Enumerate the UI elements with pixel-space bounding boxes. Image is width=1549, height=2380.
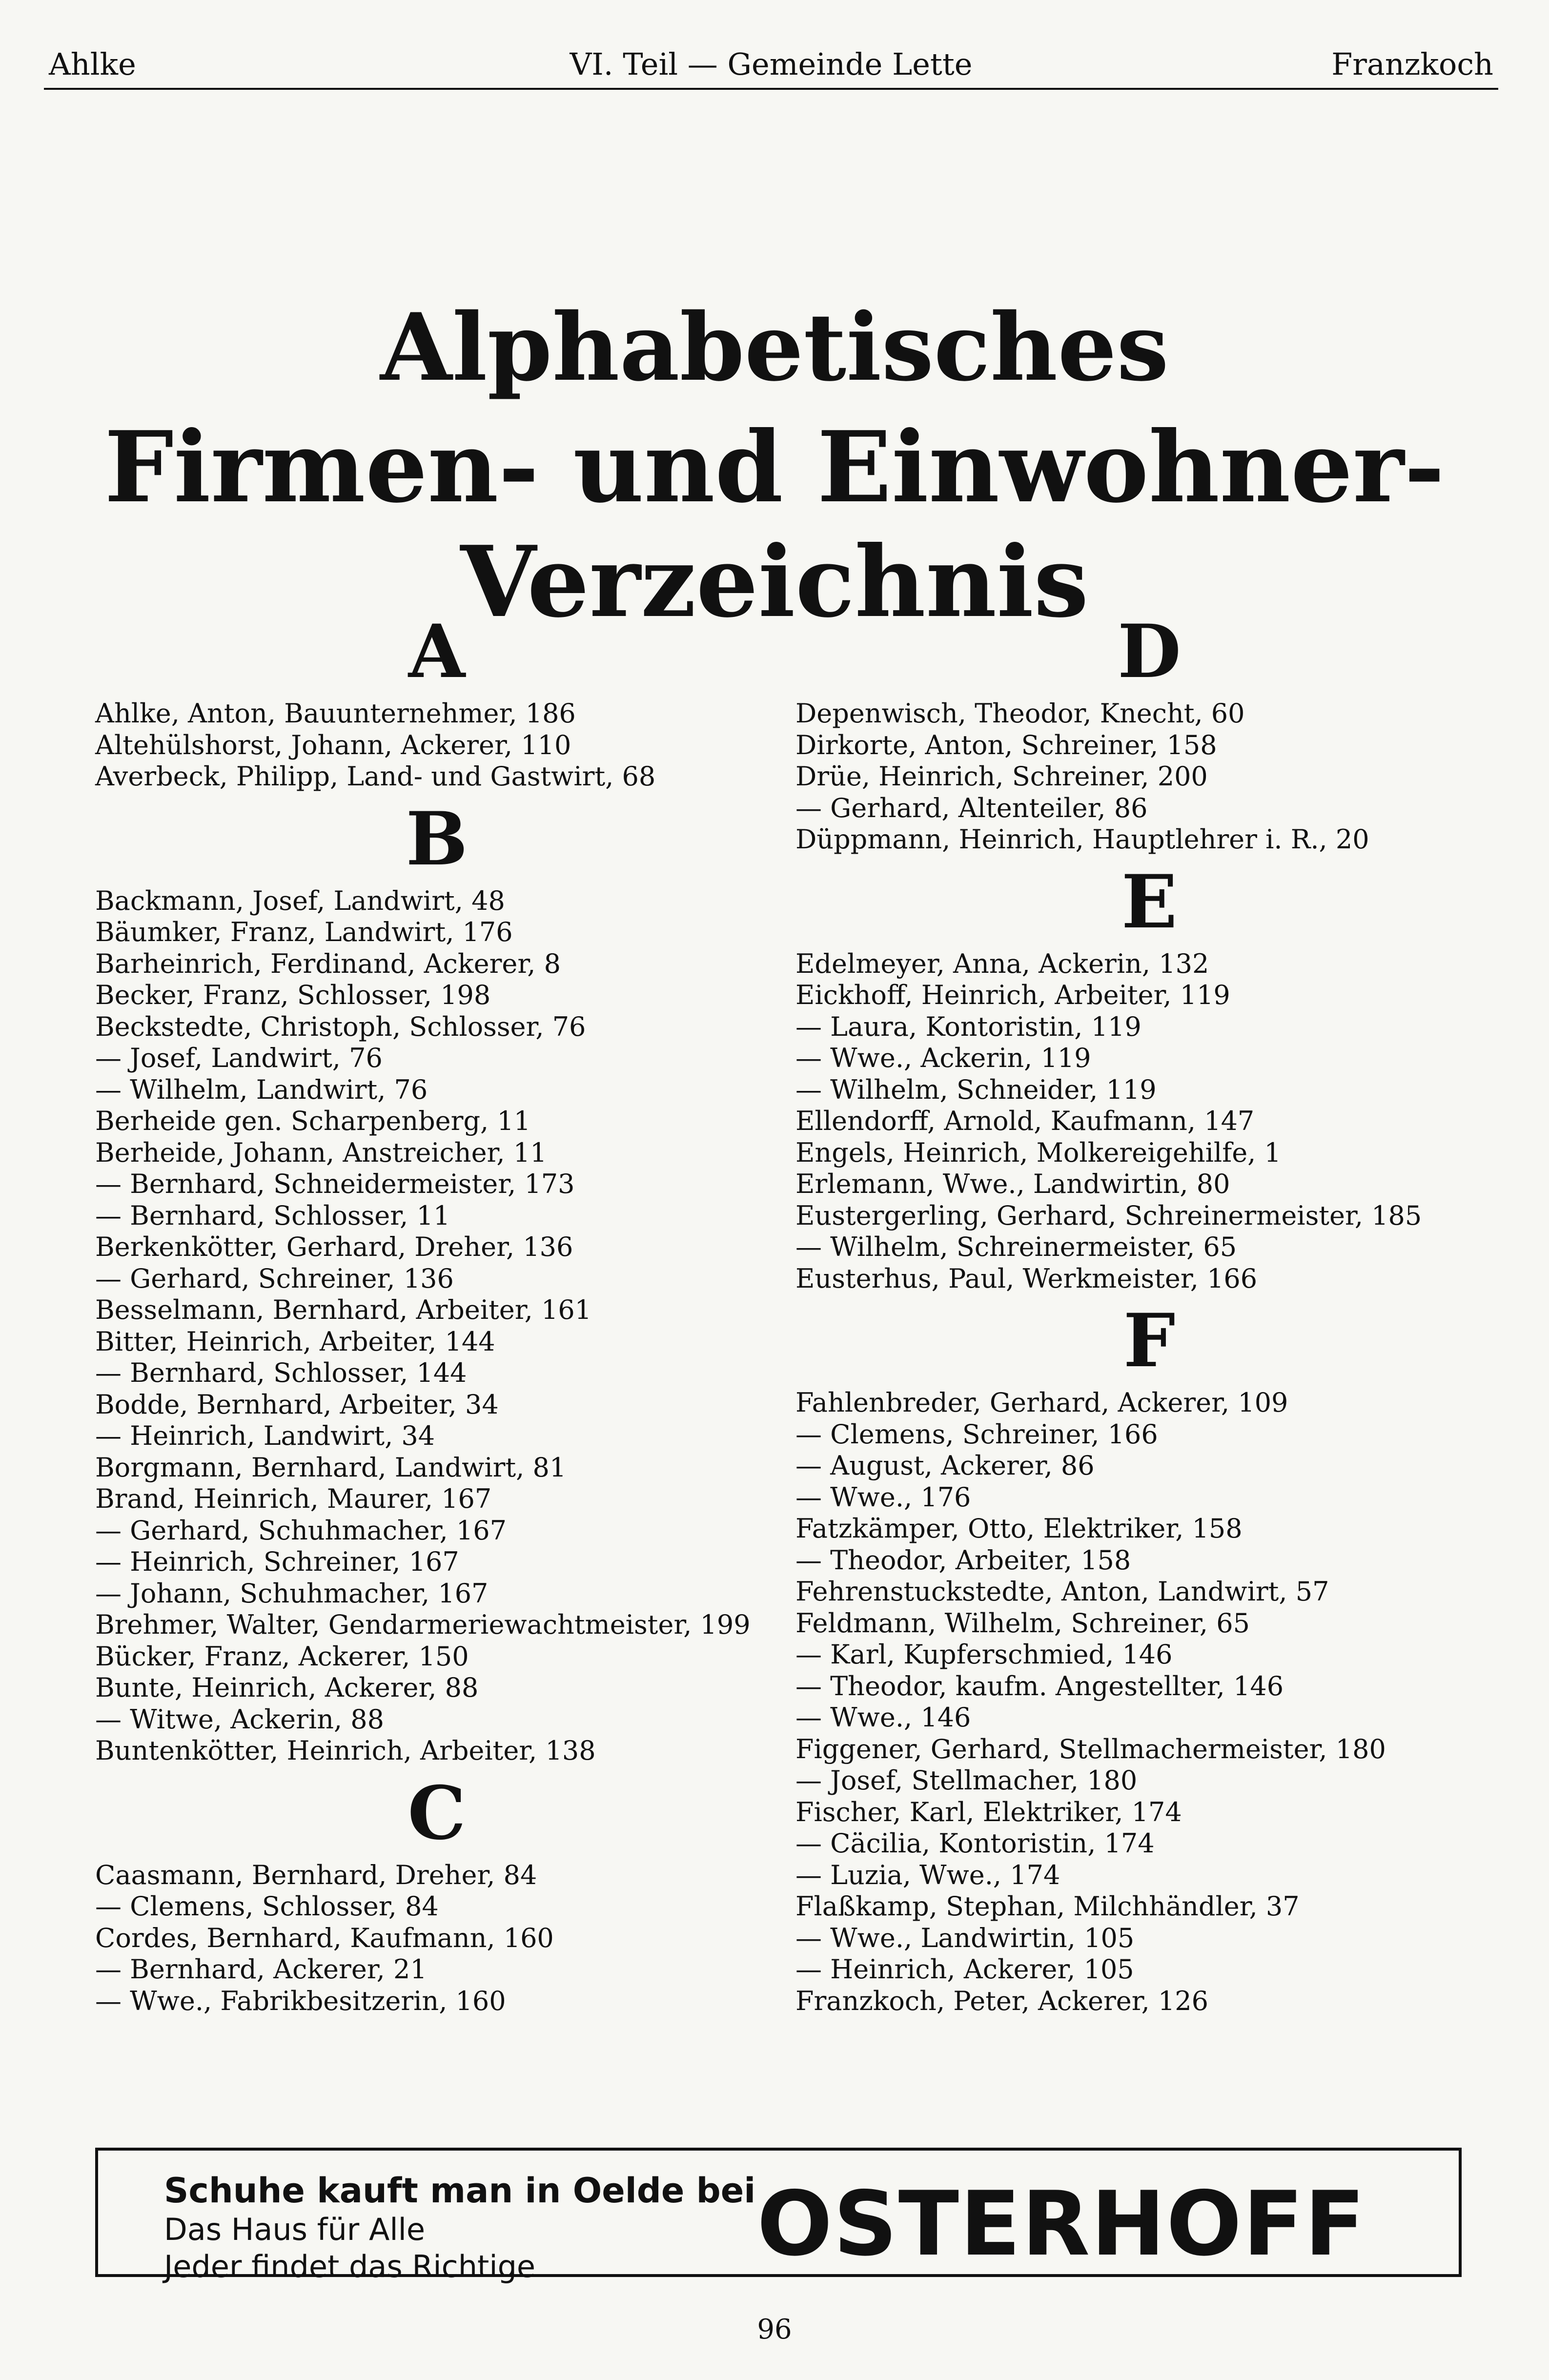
directory-entry: Ellendorff, Arnold, Kaufmann, 147 — [795, 1106, 1255, 1136]
directory-entry: Edelmeyer, Anna, Ackerin, 132 — [795, 948, 1209, 979]
directory-entry: — Bernhard, Schlosser, 144 — [95, 1357, 467, 1388]
directory-entry: Borgmann, Bernhard, Landwirt, 81 — [95, 1452, 567, 1483]
directory-entry: Fischer, Karl, Elektriker, 174 — [795, 1796, 1182, 1827]
directory-entry: — Josef, Landwirt, 76 — [95, 1043, 383, 1073]
directory-entry: Becker, Franz, Schlosser, 198 — [95, 980, 491, 1010]
section-letter-c: C — [408, 1770, 466, 1856]
directory-column-right — [795, 605, 1503, 2017]
directory-entry: Figgener, Gerhard, Stellmachermeister, 180 — [795, 1733, 1386, 1764]
directory-entry: — August, Ackerer, 86 — [795, 1450, 1095, 1481]
directory-entry: — Josef, Stellmacher, 180 — [795, 1765, 1138, 1796]
directory-entry: Eusterhus, Paul, Werkmeister, 166 — [795, 1263, 1258, 1294]
header-right-catchword: Franzkoch — [1331, 46, 1493, 82]
directory-entry: Depenwisch, Theodor, Knecht, 60 — [795, 698, 1245, 729]
directory-entry: Berheide, Johann, Anstreicher, 11 — [95, 1137, 547, 1168]
section-letter-b: B — [406, 796, 468, 882]
directory-entry: Eickhoff, Heinrich, Arbeiter, 119 — [795, 980, 1230, 1010]
directory-entry: Engels, Heinrich, Molkereigehilfe, 1 — [795, 1137, 1281, 1168]
directory-entry: — Wilhelm, Schneider, 119 — [795, 1074, 1157, 1105]
directory-entry: — Wwe., 146 — [795, 1702, 971, 1733]
directory-column-left — [95, 605, 778, 2017]
directory-entry: Franzkoch, Peter, Ackerer, 126 — [795, 1985, 1208, 2016]
directory-entry: Buntenkötter, Heinrich, Arbeiter, 138 — [95, 1735, 596, 1766]
section-letter-f: F — [1123, 1298, 1176, 1384]
directory-entry: — Gerhard, Altenteiler, 86 — [795, 792, 1148, 823]
directory-entry: — Heinrich, Landwirt, 34 — [95, 1420, 435, 1451]
directory-entry: — Johann, Schuhmacher, 167 — [95, 1578, 489, 1609]
directory-entry: — Wwe., Landwirtin, 105 — [795, 1922, 1135, 1953]
directory-entry: — Wwe., 176 — [795, 1481, 971, 1513]
directory-entry: Fehrenstuckstedte, Anton, Landwirt, 57 — [795, 1576, 1329, 1607]
directory-entry: Caasmann, Bernhard, Dreher, 84 — [95, 1859, 537, 1890]
main-title-line1: Alphabetisches — [380, 293, 1169, 402]
directory-entry: — Cäcilia, Kontoristin, 174 — [795, 1828, 1155, 1859]
header-left-catchword: Ahlke — [49, 46, 136, 82]
ad-brand-name: OSTERHOFF — [757, 2172, 1366, 2276]
directory-entry: Dirkorte, Anton, Schreiner, 158 — [795, 729, 1217, 760]
ad-line-1: Schuhe kauft man in Oelde bei — [164, 2171, 756, 2211]
main-title-line2: Firmen- und Einwohner-Verzeichnis — [104, 410, 1445, 639]
directory-entry: Cordes, Bernhard, Kaufmann, 160 — [95, 1922, 554, 1953]
directory-entry: Eustergerling, Gerhard, Schreinermeister, 185 — [795, 1200, 1422, 1231]
directory-entry: — Theodor, Arbeiter, 158 — [795, 1544, 1131, 1576]
directory-entry: Besselmann, Bernhard, Arbeiter, 161 — [95, 1294, 592, 1325]
directory-entry: Bunte, Heinrich, Ackerer, 88 — [95, 1672, 479, 1703]
directory-entry: Ahlke, Anton, Bauunternehmer, 186 — [95, 698, 576, 729]
directory-entry: — Gerhard, Schreiner, 136 — [95, 1263, 454, 1294]
directory-entry: — Karl, Kupferschmied, 146 — [795, 1639, 1173, 1670]
directory-entry: — Wwe., Fabrikbesitzerin, 160 — [95, 1985, 506, 2016]
section-letter-d: D — [1117, 609, 1182, 695]
directory-entry: — Bernhard, Schneidermeister, 173 — [95, 1169, 575, 1199]
directory-entry: — Witwe, Ackerin, 88 — [95, 1703, 385, 1735]
directory-entry: — Gerhard, Schuhmacher, 167 — [95, 1515, 507, 1546]
page-number: 96 — [757, 2314, 792, 2345]
directory-entry: — Wwe., Ackerin, 119 — [795, 1043, 1091, 1073]
directory-entry: Berheide gen. Scharpenberg, 11 — [95, 1106, 531, 1136]
directory-entry: — Clemens, Schreiner, 166 — [795, 1418, 1158, 1450]
directory-entry: — Heinrich, Schreiner, 167 — [95, 1546, 459, 1577]
directory-entry: — Bernhard, Schlosser, 11 — [95, 1200, 450, 1231]
directory-entry: Averbeck, Philipp, Land- und Gastwirt, 68 — [95, 761, 656, 792]
directory-entry: Düppmann, Heinrich, Hauptlehrer i. R., 20 — [795, 824, 1369, 855]
directory-entry: — Bernhard, Ackerer, 21 — [95, 1954, 427, 1985]
directory-entry: Fatzkämper, Otto, Elektriker, 158 — [795, 1513, 1243, 1544]
directory-entry: Bitter, Heinrich, Arbeiter, 144 — [95, 1326, 495, 1357]
directory-entry: Erlemann, Wwe., Landwirtin, 80 — [795, 1169, 1230, 1199]
directory-entry: — Clemens, Schlosser, 84 — [95, 1891, 439, 1922]
ad-line-3: Jeder findet das Richtige — [164, 2249, 536, 2284]
directory-entry: Fahlenbreder, Gerhard, Ackerer, 109 — [795, 1387, 1288, 1418]
directory-entry: Beckstedte, Christoph, Schlosser, 76 — [95, 1011, 586, 1042]
header-section-title: VI. Teil — Gemeinde Lette — [570, 46, 973, 82]
section-letter-e: E — [1121, 859, 1178, 945]
directory-entry: — Theodor, kaufm. Angestellter, 146 — [795, 1670, 1284, 1702]
directory-entry: Bücker, Franz, Ackerer, 150 — [95, 1641, 469, 1672]
directory-entry: Drüe, Heinrich, Schreiner, 200 — [795, 761, 1208, 792]
directory-entry: — Luzia, Wwe., 174 — [795, 1859, 1060, 1890]
directory-entry: Bäumker, Franz, Landwirt, 176 — [95, 917, 513, 947]
advertisement-text — [164, 2170, 755, 2285]
directory-entry: Brand, Heinrich, Maurer, 167 — [95, 1483, 492, 1514]
directory-entry: Bodde, Bernhard, Arbeiter, 34 — [95, 1389, 499, 1420]
directory-entry: Altehülshorst, Johann, Ackerer, 110 — [95, 729, 571, 760]
directory-entry: — Wilhelm, Schreinermeister, 65 — [795, 1231, 1237, 1262]
directory-entry: Backmann, Josef, Landwirt, 48 — [95, 885, 505, 916]
directory-entry: Berkenkötter, Gerhard, Dreher, 136 — [95, 1231, 573, 1262]
ad-line-2: Das Haus für Alle — [164, 2212, 425, 2247]
advertisement-box — [95, 2148, 1462, 2284]
directory-entry: — Wilhelm, Landwirt, 76 — [95, 1074, 428, 1105]
directory-entry: Flaßkamp, Stephan, Milchhändler, 37 — [795, 1891, 1300, 1922]
directory-entry: Feldmann, Wilhelm, Schreiner, 65 — [795, 1607, 1250, 1639]
directory-entry: — Heinrich, Ackerer, 105 — [795, 1954, 1134, 1985]
directory-entry: Brehmer, Walter, Gendarmeriewachtmeister, 199 — [95, 1609, 751, 1640]
directory-entry: Barheinrich, Ferdinand, Ackerer, 8 — [95, 948, 561, 979]
directory-entry: — Laura, Kontoristin, 119 — [795, 1011, 1141, 1042]
page-header — [44, 41, 1498, 90]
section-letter-a: A — [408, 609, 466, 695]
